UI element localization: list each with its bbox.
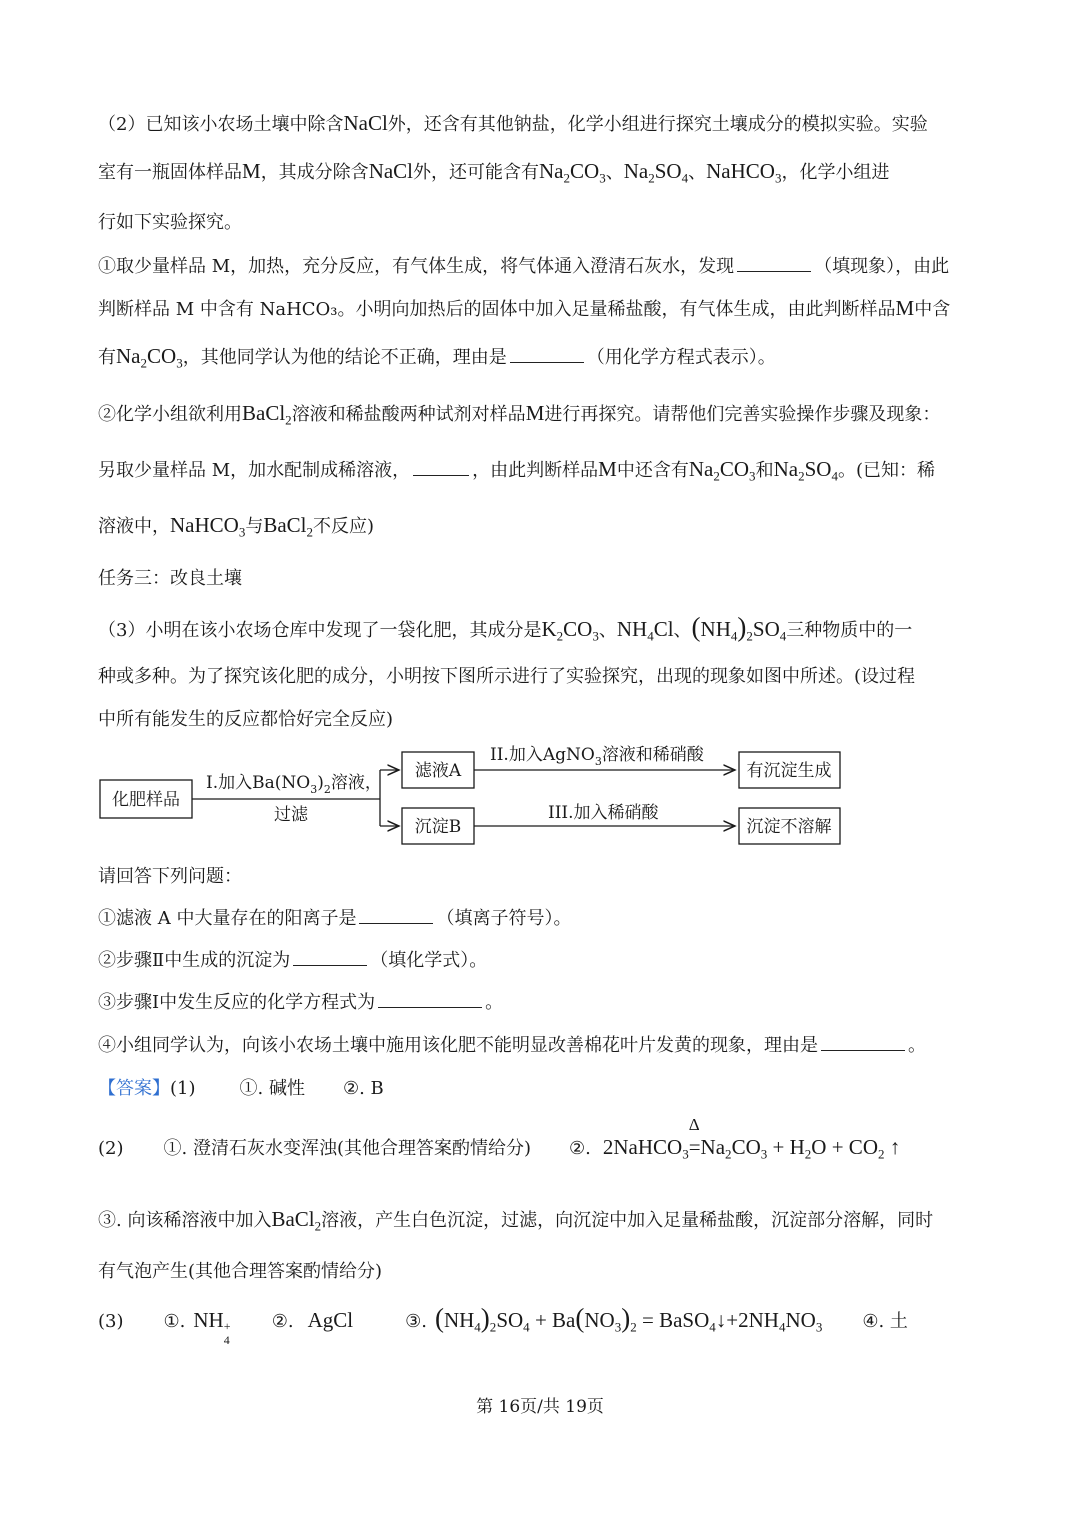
question-1 — [98, 904, 571, 930]
text: ，由此判断样品 — [472, 460, 599, 481]
text: 请回答下列问题： — [98, 866, 242, 887]
text: 任务三：改良土壤 — [98, 568, 242, 589]
text: ①. 澄清石灰水变浑浊(其他合理答案酌情给分) — [163, 1138, 531, 1159]
text: 不反应) — [313, 516, 375, 537]
text: 中所有能发生的反应都恰好完全反应) — [98, 709, 394, 730]
text: (2) — [98, 1138, 124, 1159]
sample-label: 化肥样品 — [112, 790, 180, 810]
answer-line-5 — [98, 1303, 908, 1347]
sample-m: M — [895, 296, 915, 320]
q2-line-2 — [98, 158, 889, 187]
text: 另取少量样品 M，加水配制成稀溶液， — [98, 460, 411, 481]
q2-part1-line-2 — [98, 295, 950, 321]
formula-bacl2: BaCl$_2$ — [242, 401, 292, 428]
text: 。(已知：稀 — [837, 460, 935, 481]
sample-m: M — [525, 401, 545, 425]
step1-label: I.加入$Ba(NO_3)_2$溶液， — [206, 773, 382, 796]
text: ②步骤Ⅱ中生成的沉淀为 — [98, 950, 291, 971]
text: (1) — [170, 1078, 196, 1099]
text: 判断样品 M 中含有 NaHCO₃。小明向加热后的固体中加入足量稀盐酸，有气体生成，由此判断样品 — [98, 299, 896, 320]
text: 三种物质中的一 — [786, 620, 913, 641]
equation-step1: $(NH_4)_2SO_4 + Ba(NO_3)_2$ = $BaSO_4↓+2NH_4NO_3$ — [434, 1303, 823, 1335]
formula-nh4cl: $NH_4Cl$ — [616, 617, 674, 644]
filter-label: 过滤 — [274, 805, 308, 825]
result-insoluble-label: 沉淀不溶解 — [746, 817, 832, 837]
formula-na2co3: $Na_2CO_3$ — [116, 344, 183, 371]
q2-part1-line-3 — [98, 343, 776, 372]
answer-blank — [821, 1049, 905, 1051]
text: 中还含有 — [616, 460, 689, 481]
text: 中含 — [914, 299, 951, 320]
text: 、 — [688, 162, 707, 183]
text: ①. 碱性 — [239, 1078, 305, 1099]
text: ②. — [271, 1311, 294, 1332]
answer-line-1 — [98, 1074, 384, 1100]
formula-k2co3: $K_2CO_3$ — [541, 617, 599, 644]
question-4 — [98, 1031, 926, 1057]
text: ②. — [569, 1138, 591, 1159]
experiment-flow-diagram — [98, 744, 858, 854]
text: 、 — [673, 620, 692, 641]
text: 有 — [98, 347, 116, 368]
text: 室有一瓶固体样品 — [98, 162, 242, 183]
equation-nahco3-decomposition: 2NaHCO$_3$ Δ $=Na_2CO_3 + H_2O + CO_2$ ↑ — [602, 1115, 901, 1162]
q2-part2-line-1 — [98, 400, 940, 429]
text: （填化学式）。 — [370, 950, 488, 971]
q3-line-1 — [98, 612, 912, 645]
result-precipitate-label: 有沉淀生成 — [746, 761, 832, 781]
answer-blank — [378, 1006, 482, 1008]
text: （3）小明在该小农场仓库中发现了一袋化肥，其成分是 — [98, 620, 542, 641]
q2-part2-line-3 — [98, 512, 374, 541]
task3-heading — [98, 564, 242, 590]
text: 与 — [245, 516, 264, 537]
text: （填现象），由此 — [814, 256, 950, 277]
text: ①. — [163, 1311, 186, 1332]
q2-part1-line-1 — [98, 252, 949, 278]
q2-part2-line-2 — [98, 456, 935, 485]
formula-na2co3: $Na_2CO_3$ — [539, 159, 606, 186]
formula-nh4-2so4: $(NH_4)_2SO_4$ — [691, 612, 787, 644]
formula-na2so4: $Na_2SO_4$ — [623, 159, 689, 186]
text: ，其他同学认为他的结论不正确，理由是 — [182, 347, 507, 368]
answer-tag: 【答案】 — [98, 1078, 170, 1099]
text: ④. 土 — [862, 1311, 908, 1332]
formula-nacl: NaCl — [368, 159, 414, 183]
question-2 — [98, 946, 487, 972]
question-3 — [98, 988, 503, 1014]
text: (3) — [98, 1311, 124, 1332]
q2-line-1 — [98, 110, 928, 136]
formula-nahco3: NaHCO$_3$ — [170, 513, 246, 540]
text: ，其成分除含 — [260, 162, 369, 183]
q3-line-2 — [98, 662, 915, 688]
text: 外，还含有其他钠盐，化学小组进行探究土壤成分的模拟实验。实验 — [387, 114, 928, 135]
answer-line-2 — [98, 1115, 901, 1163]
text: 、 — [598, 620, 617, 641]
text: 和 — [755, 460, 774, 481]
text: ②化学小组欲利用 — [98, 404, 242, 425]
q2-line-3 — [98, 208, 242, 234]
answer-blank — [737, 270, 811, 272]
text: 种或多种。为了探究该化肥的成分，小明按下图所示进行了实验探究，出现的现象如图中所述。(设过程 — [98, 666, 916, 687]
formula-na2co3: $Na_2CO_3$ — [688, 457, 756, 484]
text: 。 — [908, 1035, 926, 1056]
page-footer: 第 16页/共 19页 — [476, 1397, 604, 1417]
text: 行如下实验探究。 — [98, 212, 242, 233]
text: 、 — [605, 162, 624, 183]
text: （用化学方程式表示）。 — [586, 347, 776, 368]
text: ③. 向该稀溶液中加入 — [98, 1210, 272, 1231]
text: 有气泡产生(其他合理答案酌情给分) — [98, 1261, 383, 1282]
text: ①滤液 A 中大量存在的阳离子是 — [98, 908, 357, 929]
precipitate-b-label: 沉淀B — [414, 817, 462, 837]
text: 外，还可能含有 — [413, 162, 540, 183]
answer-blank — [293, 964, 367, 966]
text: ②. B — [342, 1078, 384, 1099]
formula-na2so4: $Na_2SO_4$ — [773, 457, 838, 484]
text: ④小组同学认为，向该小农场土壤中施用该化肥不能明显改善棉花叶片发黄的现象，理由是 — [98, 1035, 818, 1056]
text: （填离子符号）。 — [436, 908, 572, 929]
formula-agcl: AgCl — [307, 1308, 354, 1332]
text: ①取少量样品 M，加热，充分反应，有气体生成，将气体通入澄清石灰水，发现 — [98, 256, 735, 277]
formula-nahco3: NaHCO$_3$ — [706, 159, 782, 186]
text: （2）已知该小农场土壤中除含 — [98, 114, 344, 135]
questions-intro — [98, 862, 242, 888]
sample-m: M — [598, 457, 617, 481]
text: 溶液和稀盐酸两种试剂对样品 — [291, 404, 526, 425]
formula-nacl: NaCl — [343, 111, 388, 135]
step3-label: III.加入稀硝酸 — [548, 803, 659, 823]
formula-nh4-ion: NH + 4 — [193, 1308, 231, 1347]
text: ③. — [405, 1311, 427, 1332]
formula-bacl2: BaCl$_2$ — [271, 1207, 322, 1234]
step2-label: II.加入AgNO$_3$溶液和稀硝酸 — [490, 745, 704, 768]
sample-m: M — [242, 159, 261, 183]
answer-line-4 — [98, 1257, 382, 1283]
answer-line-3 — [98, 1206, 933, 1235]
text: 进行再探究。请帮他们完善实验操作步骤及现象： — [544, 404, 941, 425]
text: 溶液，产生白色沉淀，过滤，向沉淀中加入足量稀盐酸，沉淀部分溶解，同时 — [321, 1210, 934, 1231]
filtrate-a-label: 滤液A — [414, 761, 462, 781]
formula-bacl2: BaCl$_2$ — [263, 513, 314, 540]
text: ③步骤Ⅰ中发生反应的化学方程式为 — [98, 992, 376, 1013]
answer-blank — [413, 474, 469, 476]
text: 。 — [485, 992, 504, 1013]
answer-blank — [359, 922, 433, 924]
text: ，化学小组进 — [781, 162, 890, 183]
q3-line-3 — [98, 705, 393, 731]
text: 溶液中， — [98, 516, 170, 537]
answer-blank — [510, 361, 584, 363]
